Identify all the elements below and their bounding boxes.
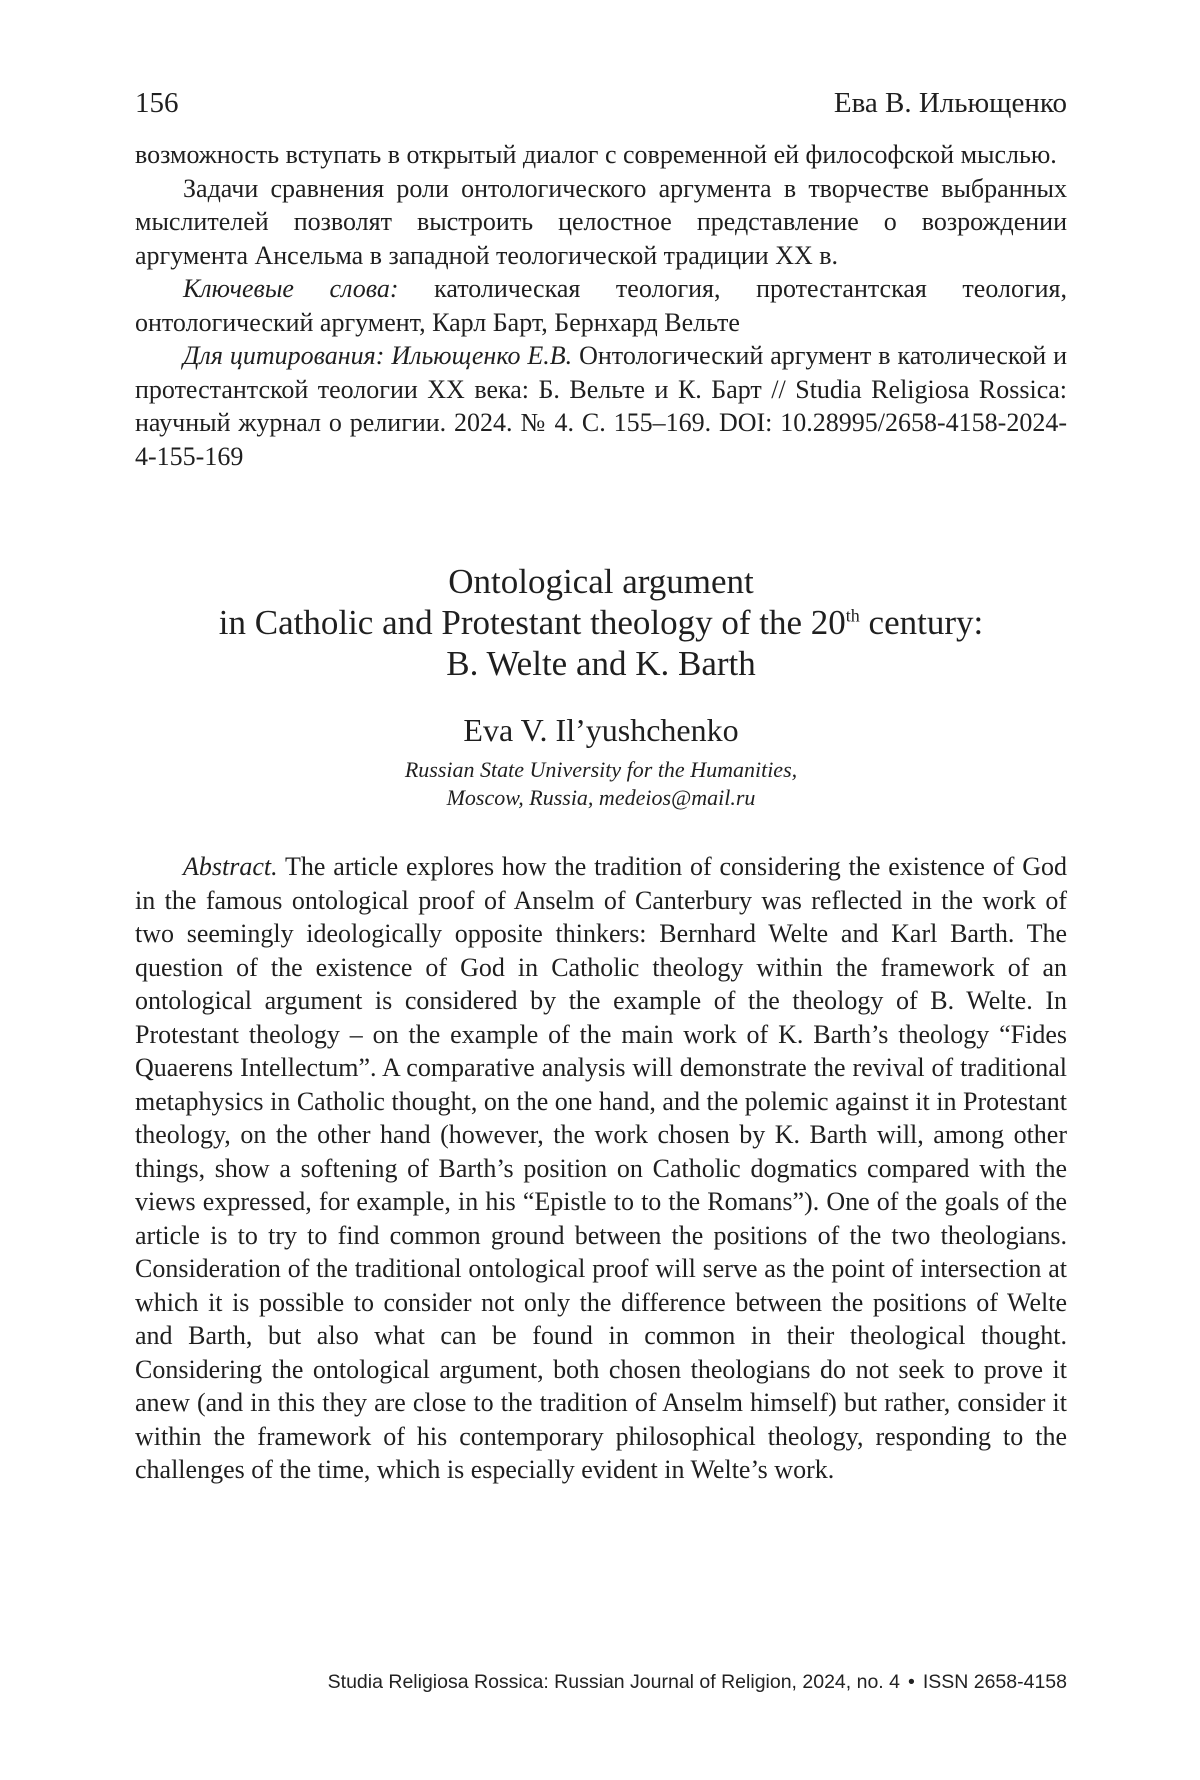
ru-citation — [135, 339, 1067, 473]
page-content — [135, 86, 1067, 1513]
title-line-1: Ontological argument — [448, 562, 754, 601]
russian-abstract-section — [135, 138, 1067, 473]
abstract-label: Abstract. — [183, 852, 278, 881]
footer-journal: Studia Religiosa Rossica: Russian Journal of Religion, 2024, no. 4 — [327, 1671, 900, 1693]
article-title — [135, 561, 1067, 684]
ru-keywords — [135, 272, 1067, 339]
title-line-2-pre: in Catholic and Protestant theology of the 20 — [218, 603, 846, 642]
article-author: Eva V. Il’yushchenko — [463, 712, 739, 748]
title-superscript: th — [845, 605, 860, 626]
keywords-label: Ключевые слова: — [183, 274, 399, 303]
citation-text: Онтологический аргумент в католической и протестантской теологии XX века: Б. Вельте и К. Барт // Studia Religiosa Rossica: научный журнал о религии. 2024. № 4. С. 155–169. DOI: 10.28995/2658-4158-2024-4-155-169 — [135, 341, 1067, 471]
page-footer — [328, 1670, 1067, 1694]
footer-issn: ISSN 2658-4158 — [922, 1671, 1067, 1693]
affiliation-line-1: Russian State University for the Humanities, — [404, 757, 798, 782]
citation-label: Для цитирования: Ильющенко Е.В. — [183, 341, 573, 370]
english-title-block — [135, 561, 1067, 812]
keywords-text: католическая теология, протестантская теология, онтологический аргумент, Карл Барт, Бернхард Вельте — [135, 274, 1068, 337]
running-author: Ева В. Ильющенко — [833, 87, 1067, 119]
running-header — [135, 86, 1067, 120]
footer-separator: • — [907, 1671, 915, 1693]
affiliation-line-2: Moscow, Russia, medeios@mail.ru — [446, 785, 756, 810]
title-line-2-post: century: — [859, 603, 984, 642]
title-line-3: B. Welte and K. Barth — [446, 644, 756, 683]
page-number: 156 — [135, 87, 179, 119]
abstract-text: The article explores how the tradition of considering the existence of God in the famous ontological proof of Anselm of Canterbury was reflected in the work of two seemingly ideologically opposite thinkers: Bernhard Welte and Karl Barth. The question of the existence of God in Catholic theology within the framework of an ontological argument is considered by the example of the theology of B. Welte. In Protestant theology – on the example of the main work of K. Barth’s theology “Fides Quaerens Intellectum”. A comparative analysis will demonstrate the revival of traditional metaphysics in Catholic thought, on the one hand, and the polemic against it in Protestant theology, on the other hand (however, the work chosen by K. Barth will, among other things, show a softening of Barth’s position on Catholic dogmatics compared with the views expressed, for example, in his “Epistle to to the Romans”). One of the goals of the article is to try to find common ground between the positions of the two theologians. Consideration of the traditional ontological proof will serve as the point of intersection at which it is possible to consider not only the difference between the positions of Welte and Barth, but also what can be found in common in their theological thought. Considering the ontological argument, both chosen theologians do not seek to prove it anew (and in this they are close to the tradition of Anselm himself) but rather, consider it within the framework of his contemporary philosophical theology, responding to the challenges of the time, which is especially evident in Welte’s work. — [135, 852, 1067, 1484]
ru-paragraph-1: возможность вступать в открытый диалог с современной ей философской мыслью. — [135, 140, 1057, 169]
english-abstract — [135, 850, 1067, 1487]
author-affiliation — [135, 756, 1067, 812]
ru-paragraph-2: Задачи сравнения роли онтологического аргумента в творчестве выбранных мыслителей позволят выстроить целостное представление о возрождении аргумента Ансельма в западной теологической традиции XX в. — [135, 173, 1067, 270]
